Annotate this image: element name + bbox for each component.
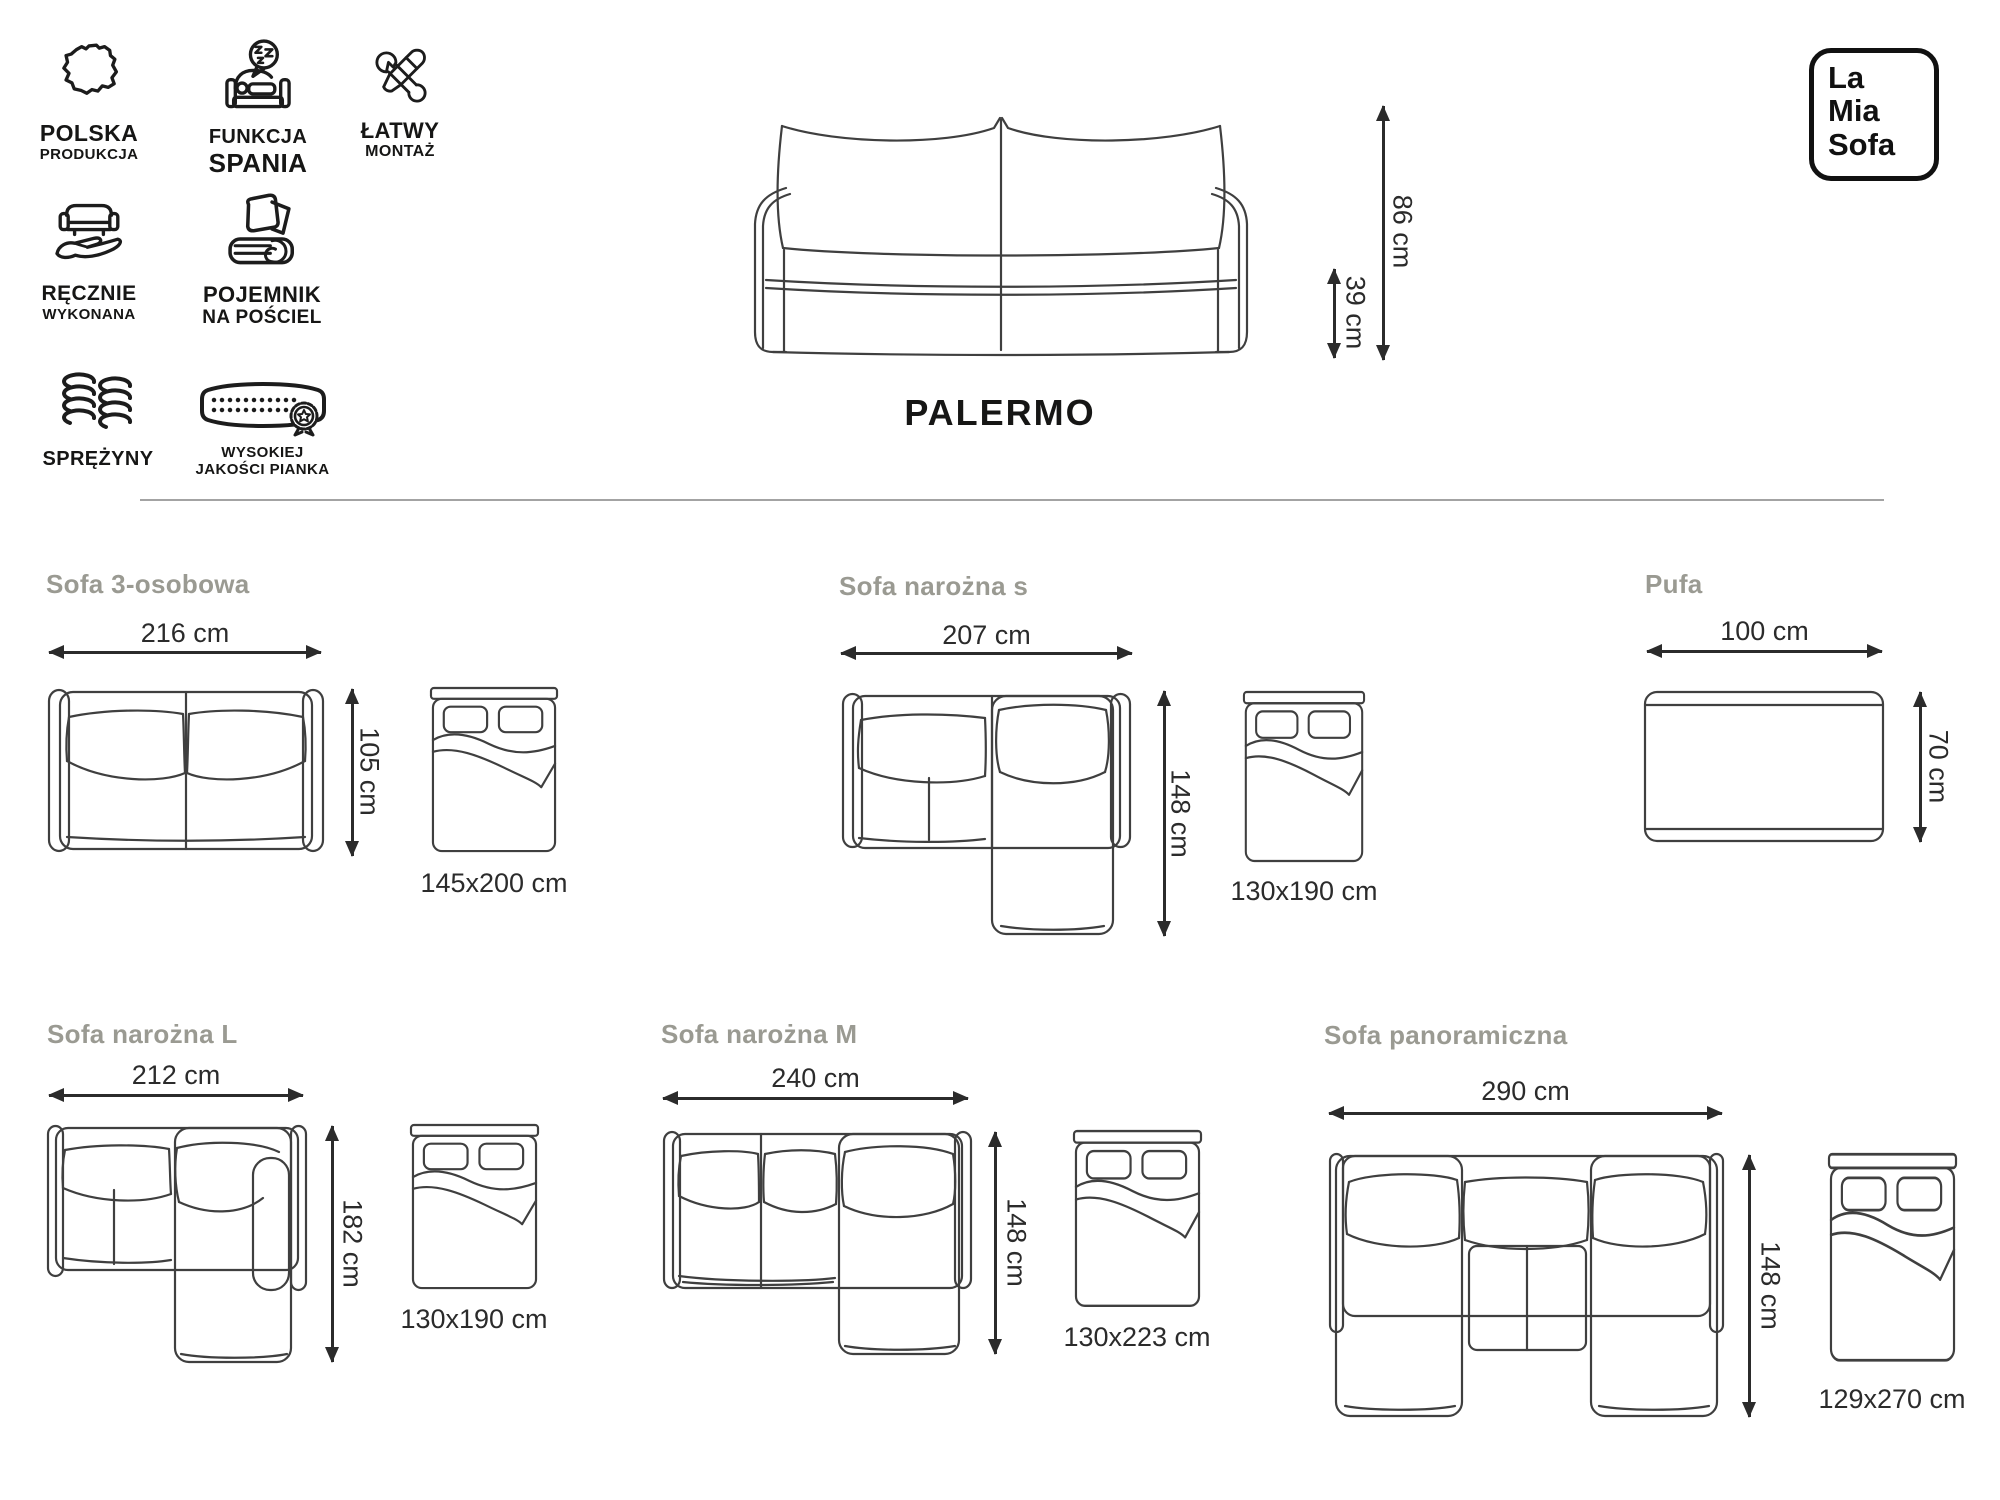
sleep-function-icon (216, 36, 300, 120)
width-label: 100 cm (1720, 616, 1809, 646)
depth-label: 148 cm (1001, 1198, 1032, 1287)
variant-name: Sofa narożna M (661, 1019, 858, 1049)
bed-size-label: 129x270 cm (1818, 1384, 1966, 1414)
seat-height-label: 39 cm (1340, 275, 1371, 350)
bedding-storage-icon (220, 192, 304, 276)
corner-sofa-L-top-view (47, 1124, 307, 1364)
bed-top-view (410, 1124, 539, 1291)
feature-latwy-montaz (327, 42, 473, 162)
corner-sofa-top-view (841, 690, 1132, 936)
depth-dimension-arrow (1748, 1155, 1751, 1417)
bed-size-label: 145x200 cm (420, 868, 568, 898)
product-title: PALERMO (904, 392, 1096, 433)
section-divider (140, 499, 1884, 501)
feature-label: WYSOKIEJ (221, 444, 304, 461)
depth-label: 70 cm (1923, 729, 1954, 804)
logo-line: La (1828, 60, 1865, 95)
sofa-top-view (47, 685, 325, 856)
handmade-sofa-icon (49, 196, 129, 276)
bed-top-view (430, 687, 558, 854)
feature-sprezyny (24, 374, 172, 471)
foam-quality-icon (198, 378, 328, 436)
logo-line: Mia (1828, 93, 1880, 129)
depth-dimension-arrow (331, 1126, 334, 1362)
bed-size-label: 130x190 cm (400, 1304, 548, 1334)
width-dimension-arrow (1647, 650, 1882, 653)
depth-label: 148 cm (1165, 769, 1196, 858)
width-label: 216 cm (140, 618, 230, 648)
feature-wysokiej-jakosci-pianka (180, 378, 345, 479)
width-dimension-arrow (1329, 1112, 1722, 1115)
feature-label: FUNKCJA (208, 126, 308, 148)
feature-sublabel: WYKONANA (42, 306, 136, 324)
depth-dimension-arrow (994, 1132, 997, 1354)
feature-label: ŁATWY (360, 118, 440, 143)
width-label: 290 cm (1481, 1076, 1570, 1106)
springs-icon (60, 374, 136, 440)
panoramic-sofa-top-view (1329, 1152, 1724, 1419)
feature-sublabel: JAKOŚCI PIANKA (195, 461, 330, 479)
depth-label: 105 cm (354, 727, 385, 816)
bed-top-view (1828, 1153, 1957, 1364)
variant-name: Sofa 3-osobowa (46, 569, 250, 599)
width-dimension-arrow (49, 651, 321, 654)
feature-label: POLSKA (39, 120, 139, 146)
sofa-front-view-drawing (718, 106, 1284, 358)
variant-name: Sofa narożna L (47, 1019, 238, 1049)
poland-map-icon (52, 40, 126, 114)
feature-label: RĘCZNIE (41, 282, 137, 305)
feature-sublabel: MONTAŻ (365, 143, 435, 161)
pouf-top-view (1643, 690, 1885, 843)
feature-label: SPRĘŻYNY (42, 448, 154, 470)
feature-funkcja-spania (183, 36, 333, 179)
feature-pojemnik-na-posciel (183, 192, 341, 329)
feature-sublabel: PRODUKCJA (39, 146, 139, 164)
depth-label: 148 cm (1755, 1241, 1786, 1330)
feature-polska-produkcja (16, 40, 162, 164)
logo-line: Sofa (1828, 126, 1896, 162)
depth-dimension-arrow (1919, 692, 1922, 842)
total-height-arrow (1382, 106, 1385, 360)
width-label: 207 cm (942, 620, 1031, 650)
depth-label: 182 cm (337, 1199, 368, 1288)
width-label: 240 cm (771, 1063, 860, 1093)
bed-top-view (1073, 1130, 1202, 1309)
width-dimension-arrow (663, 1097, 968, 1100)
width-dimension-arrow (49, 1094, 303, 1097)
width-dimension-arrow (841, 652, 1132, 655)
bed-top-view (1243, 691, 1365, 864)
variant-name: Sofa panoramiczna (1324, 1020, 1568, 1050)
corner-sofa-M-top-view (663, 1130, 972, 1356)
bed-size-label: 130x190 cm (1230, 876, 1378, 906)
tools-icon (366, 42, 434, 110)
bed-size-label: 130x223 cm (1063, 1322, 1211, 1352)
variant-name: Pufa (1645, 569, 1703, 599)
feature-recznie-wykonana (16, 196, 162, 323)
la-mia-sofa-logo (1809, 48, 1939, 181)
feature-sublabel: NA POŚCIEL (202, 307, 322, 329)
feature-sublabel: SPANIA (208, 148, 308, 178)
width-label: 212 cm (131, 1060, 221, 1090)
seat-height-arrow (1333, 269, 1336, 358)
feature-label: POJEMNIK (202, 282, 322, 307)
variant-name: Sofa narożna s (839, 571, 1029, 601)
total-height-label: 86 cm (1387, 194, 1418, 269)
